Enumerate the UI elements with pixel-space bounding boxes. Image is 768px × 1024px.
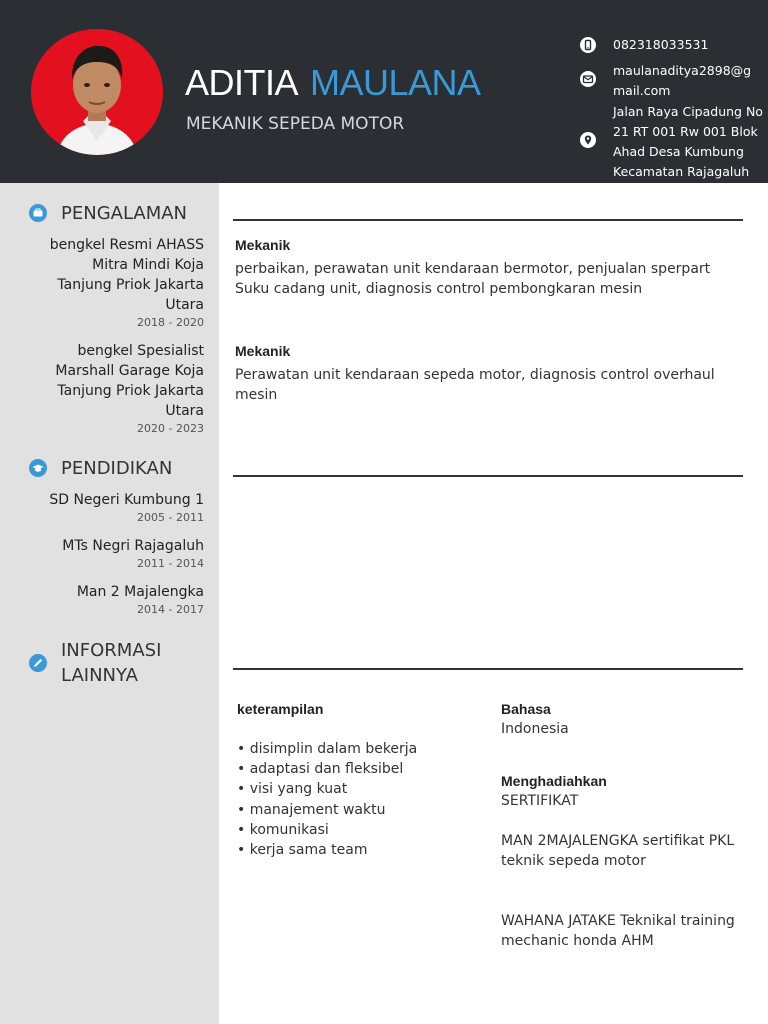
award-item: WAHANA JATAKE Teknikal training mechanic honda AHM (501, 913, 735, 949)
awards-heading: Menghadiahkan (501, 773, 607, 789)
list-item: • komunikasi (237, 821, 329, 838)
section-divider (233, 475, 743, 477)
first-name: ADITIA (185, 62, 299, 103)
education-school: SD Negeri Kumbung 1 (49, 492, 204, 508)
education-entry (34, 582, 204, 617)
awards-label: SERTIFIKAT (501, 793, 579, 809)
list-item: • adaptasi dan fleksibel (237, 761, 404, 778)
job-title: Mekanik (235, 237, 291, 253)
other-info-heading-line2: LAINNYA (61, 665, 138, 686)
list-item: • visi yang kuat (237, 781, 348, 798)
job-entry (235, 235, 745, 299)
award-item: MAN 2MAJALENGKA sertifikat PKL teknik sepeda motor (501, 833, 735, 869)
experience-entry (34, 235, 204, 330)
last-name: MAULANA (310, 62, 481, 103)
language-heading: Bahasa (501, 701, 551, 717)
phone-icon (580, 37, 596, 53)
location-pin-icon (580, 132, 596, 148)
briefcase-icon (29, 204, 47, 222)
education-entry (34, 490, 204, 525)
email-text: maulanaditya2898@gmail.com (613, 63, 752, 98)
section-divider (233, 668, 743, 670)
job-description: perbaikan, perawatan unit kendaraan bermotor, penjualan sperpart Suku cadang unit, diagnosis control pembongkaran mesin (235, 261, 711, 297)
job-title: Mekanik (235, 343, 291, 359)
job-description: Perawatan unit kendaraan sepeda motor, diagnosis control overhaul mesin (235, 367, 715, 403)
education-years: 2005 - 2011 (137, 511, 204, 524)
experience-place: bengkel Resmi AHASS Mitra Mindi Koja Tanjung Priok Jakarta Utara (49, 237, 204, 313)
experience-entry (34, 341, 204, 436)
list-item: • disimplin dalam bekerja (237, 741, 418, 757)
email-icon (580, 71, 596, 87)
language-value: Indonesia (501, 721, 569, 737)
education-school: Man 2 Majalengka (76, 584, 204, 600)
job-entry (235, 341, 745, 405)
skills-heading: keterampilan (237, 701, 324, 717)
education-school: MTs Negri Rajagaluh (62, 538, 204, 554)
pencil-icon (29, 654, 47, 672)
education-heading: PENDIDIKAN (61, 458, 173, 479)
other-info-heading (61, 638, 161, 688)
section-divider (233, 219, 743, 221)
graduation-cap-icon (29, 459, 47, 477)
education-entry (34, 536, 204, 571)
skills-list (237, 739, 417, 860)
education-years: 2011 - 2014 (137, 557, 204, 570)
job-role: MEKANIK SEPEDA MOTOR (186, 114, 405, 134)
header (0, 0, 768, 183)
candidate-name (185, 62, 481, 104)
profile-photo (31, 29, 163, 155)
other-info-heading-line1: INFORMASI (61, 640, 162, 661)
experience-place: bengkel Spesialist Marshall Garage Koja Tanjung Priok Jakarta Utara (55, 343, 204, 419)
list-item: • manajement waktu (237, 801, 386, 818)
experience-years: 2018 - 2020 (137, 316, 204, 329)
list-item: • kerja sama team (237, 842, 368, 859)
sidebar (0, 183, 219, 1024)
experience-years: 2020 - 2023 (137, 422, 204, 435)
phone-text: 082318033531 (613, 37, 709, 52)
experience-heading: PENGALAMAN (61, 203, 188, 224)
address-text: Jalan Raya Cipadung No 21 RT 001 Rw 001 Blok Ahad Desa Kumbung Kecamatan Rajagaluh (613, 104, 763, 179)
education-years: 2014 - 2017 (137, 603, 204, 616)
